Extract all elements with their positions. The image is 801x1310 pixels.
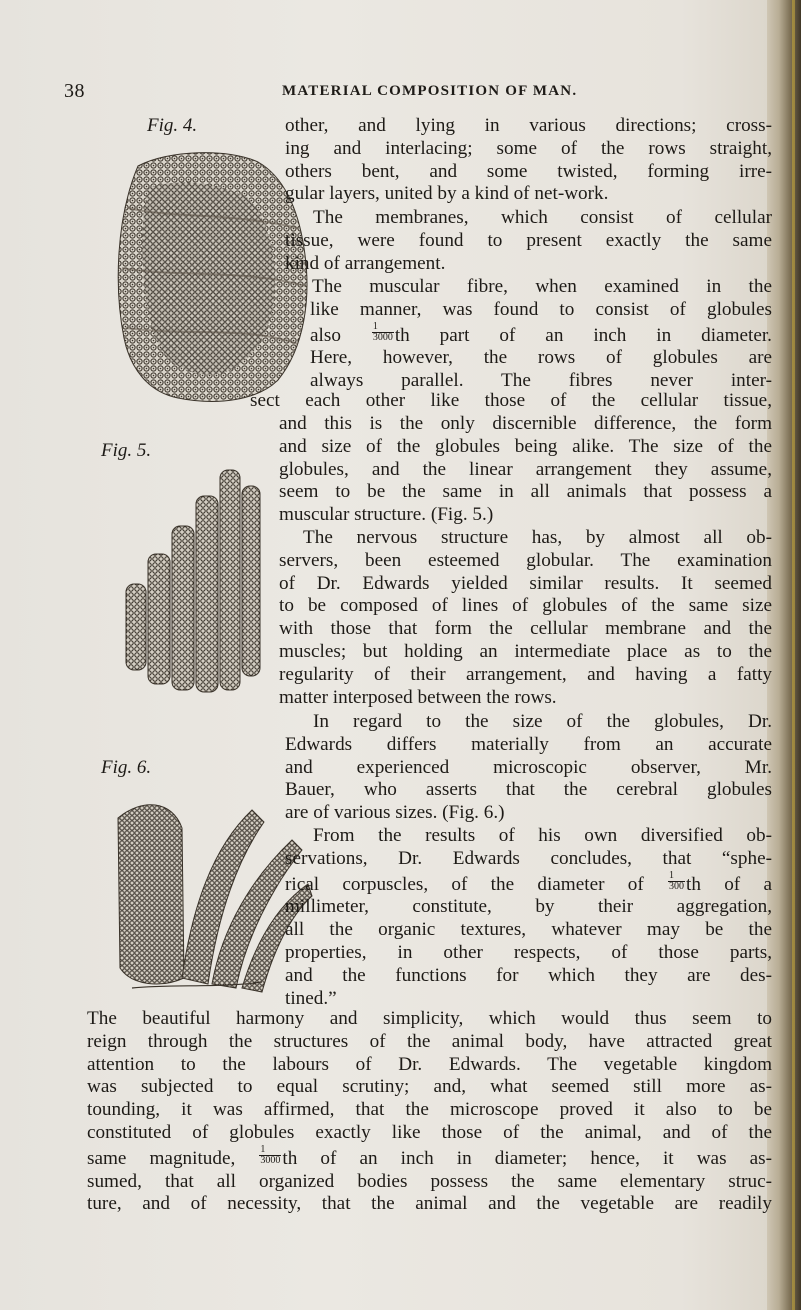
- text-line: with those that form the cellular membrane and the: [279, 618, 772, 640]
- text-line-with-fraction: [87, 1145, 772, 1171]
- paragraph-3-top: [288, 276, 772, 393]
- book-binding-edge: [767, 0, 801, 1310]
- paragraph-3-bottom: [250, 390, 772, 413]
- fig-4-label: Fig. 4.: [147, 115, 198, 136]
- text-run: th of an inch in diameter; hence, it was as-: [282, 1147, 772, 1169]
- fig-5-muscle-fibre-illustration: [116, 466, 280, 698]
- text-line: sumed, that all organized bodies possess the same elementary struc-: [87, 1170, 772, 1192]
- text-line: muscles; but holding an intermediate place as to the: [279, 640, 772, 662]
- text-line: reign through the structures of the animal body, have attracted great: [87, 1030, 772, 1052]
- text-run: rical corpuscles, of the diameter of: [285, 873, 668, 895]
- text-line: kind of arrangement.: [285, 252, 446, 274]
- text-line: ing and interlacing; some of the rows straight,: [285, 137, 772, 159]
- text-line: tined.”: [285, 987, 337, 1009]
- text-line: and this is the only discernible difference, the form: [279, 413, 772, 434]
- fig-6-label: Fig. 6.: [101, 757, 152, 778]
- text-run: th of a: [686, 873, 772, 895]
- text-line: and experienced microscopic observer, Mr.: [285, 756, 772, 778]
- text-line: always parallel. The fibres never inter-: [310, 370, 772, 392]
- text-line: like manner, was found to consist of globules: [310, 298, 772, 320]
- text-line: muscular structure. (Fig. 5.): [279, 504, 494, 526]
- text-line: all the organic textures, whatever may be the: [285, 919, 772, 941]
- text-line: others bent, and some twisted, forming irre-: [285, 160, 772, 182]
- text-line: servations, Dr. Edwards concludes, that “sphe-: [285, 847, 772, 869]
- paragraph-1: [285, 115, 772, 206]
- text-line: The beautiful harmony and simplicity, which would thus seem to: [87, 1008, 772, 1029]
- fraction-numerator: 1: [372, 322, 394, 333]
- fraction-numerator: 1: [668, 871, 685, 882]
- fraction-denominator: 3000: [372, 331, 393, 343]
- text-line: seem to be the same in all animals that possess a: [279, 481, 772, 503]
- text-line: and size of the globules being alike. The size of the: [279, 435, 772, 457]
- text-line: globules, and the linear arrangement they assume,: [279, 458, 772, 480]
- text-line: ture, and of necessity, that the animal and the vegetable are readily: [87, 1193, 772, 1215]
- text-line-with-fraction: [288, 322, 772, 348]
- text-line: matter interposed between the rows.: [279, 686, 557, 708]
- fraction: [372, 322, 394, 343]
- paragraph-7: [87, 1008, 772, 1216]
- text-line: From the results of his own diversified ob-: [313, 825, 772, 846]
- text-line: The nervous structure has, by almost all ob-: [303, 527, 772, 548]
- fraction-denominator: 300: [669, 880, 685, 892]
- text-line: are of various sizes. (Fig. 6.): [285, 802, 505, 824]
- text-line: was subjected to equal scrutiny; and, what seemed still more as-: [87, 1076, 772, 1098]
- text-line: tounding, it was affirmed, that the microscope proved it also to be: [87, 1099, 772, 1121]
- paragraph-4: [279, 527, 772, 709]
- text-line: attention to the labours of Dr. Edwards. The vegetable kingdom: [87, 1053, 772, 1075]
- text-line: sect each other like those of the cellular tissue,: [250, 390, 772, 411]
- text-line: In regard to the size of the globules, Dr.: [313, 711, 772, 732]
- text-line: tissue, were found to present exactly the same: [285, 229, 772, 251]
- fraction: [668, 871, 685, 892]
- running-head: MATERIAL COMPOSITION OF MAN.: [282, 83, 578, 99]
- text-run: same magnitude,: [87, 1147, 259, 1169]
- text-run: also: [310, 324, 371, 346]
- text-line: properties, in other respects, of those parts,: [285, 941, 772, 963]
- fig-5-label: Fig. 5.: [101, 440, 152, 461]
- text-line: Here, however, the rows of globules are: [310, 347, 772, 369]
- fraction-denominator: 3000: [260, 1154, 281, 1166]
- text-line: Edwards differs materially from an accurate: [285, 733, 772, 755]
- text-line: servers, been esteemed globular. The examination: [279, 549, 772, 571]
- fraction-numerator: 1: [259, 1145, 281, 1156]
- text-line: of Dr. Edwards yielded similar results. It seemed: [279, 572, 772, 594]
- text-line: gular layers, united by a kind of net-work.: [285, 183, 609, 205]
- text-line: regularity of their arrangement, and having a fatty: [279, 663, 772, 685]
- text-line: The membranes, which consist of cellular: [313, 207, 772, 228]
- text-line: constituted of globules exactly like those of the animal, and of the: [87, 1121, 772, 1143]
- text-line: to be composed of lines of globules of the same size: [279, 595, 772, 617]
- text-line-with-fraction: [285, 871, 772, 897]
- paragraph-6: [285, 825, 772, 1010]
- paragraph-2: [285, 207, 772, 275]
- fraction: [259, 1145, 281, 1166]
- paragraph-5: [285, 711, 772, 825]
- text-line: millimeter, constitute, by their aggregation,: [285, 896, 772, 918]
- text-run: th part of an inch in diameter.: [394, 324, 772, 346]
- text-line: other, and lying in various directions; cross-: [285, 115, 772, 136]
- paragraph-3-continued: [279, 413, 772, 527]
- text-line: Bauer, who asserts that the cerebral globules: [285, 779, 772, 801]
- text-line: and the functions for which they are des-: [285, 964, 772, 986]
- page-number: 38: [64, 80, 85, 102]
- text-line: The muscular fibre, when examined in the: [312, 276, 772, 297]
